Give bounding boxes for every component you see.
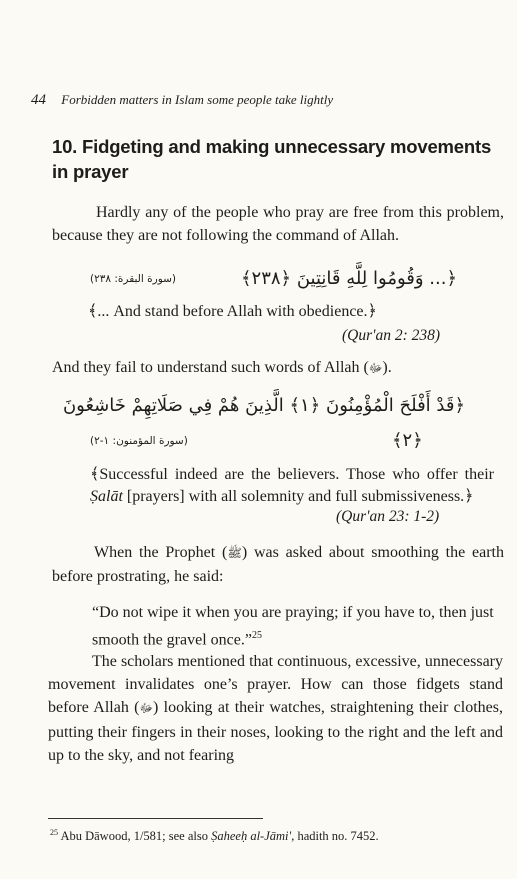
paragraph-scholars: The scholars mentioned that continuous, excessive, unnecessary movement invalidates one’s prayer. How can those fidgets stand before Allah (ﷻ) looking at their watches, straightening their clothes, putting their fingers in their noses, looking to the right and the left and up to the sky, and not fearing [48, 653, 504, 764]
honorific-glyph: ﷻ [139, 701, 154, 716]
paragraph-intro: Hardly any of the people who pray are free from this problem, because they are not following the command of Allah. [52, 204, 504, 244]
verse-reference-2: (سورة المؤمنون: ١-٢) [90, 435, 188, 447]
section-heading: 10. Fidgeting and making unnecessary movements in prayer [52, 136, 492, 182]
hadith-quote: “Do not wipe it when you are praying; if you have to, then just smooth the gravel once.”$^{25}$ [92, 604, 494, 649]
footnote-divider [48, 818, 263, 819]
verse-reference-1: (سورة البقرة: ٢٣٨) [90, 273, 177, 285]
running-head [31, 92, 333, 109]
verse-translation-1: ﴾... And stand before Allah with obedience.﴿ [88, 303, 377, 320]
book-title: Forbidden matters in Islam some people take lightly [61, 92, 334, 107]
verse-arabic-1: ﴿... وَقُومُوا لِلَّهِ قَانِتِينَ ﴿٢٣٨﴾ [240, 268, 457, 289]
paragraph-words-of-allah: And they fail to understand such words of Allah (ﷻ). [52, 359, 392, 376]
verse-citation-2: (Qur'an 23: 1-2) [336, 508, 440, 525]
verse-arabic-2-line2: ﴿٢﴾ [392, 430, 423, 451]
verse-citation-1: (Qur'an 2: 238) [342, 327, 441, 344]
verse-arabic-2-line1: ﴿قَدْ أَفْلَحَ الْمُؤْمِنُونَ ﴿١﴾ الَّذِينَ هُمْ فِي صَلَاتِهِمْ خَاشِعُونَ [62, 395, 465, 416]
honorific-glyph: ﷻ [368, 361, 383, 375]
footnote: $^{25}$ Abu Dāwood, 1/581; see also Ṣaheeḥ al-Jāmi', hadith no. 7452. [50, 828, 379, 844]
paragraph-prophet: When the Prophet (ﷺ) was asked about smoothing the earth before prostrating, he said: [52, 544, 504, 585]
footnote-ref[interactable]: 25 [251, 630, 262, 641]
page-number: 44 [31, 92, 46, 108]
verse-translation-2: ﴾Successful indeed are the believers. Those who offer their Ṣalāt [prayers] with all solemnity and full submissiveness.﴿ [90, 466, 494, 505]
honorific-glyph: ﷺ [227, 546, 242, 560]
